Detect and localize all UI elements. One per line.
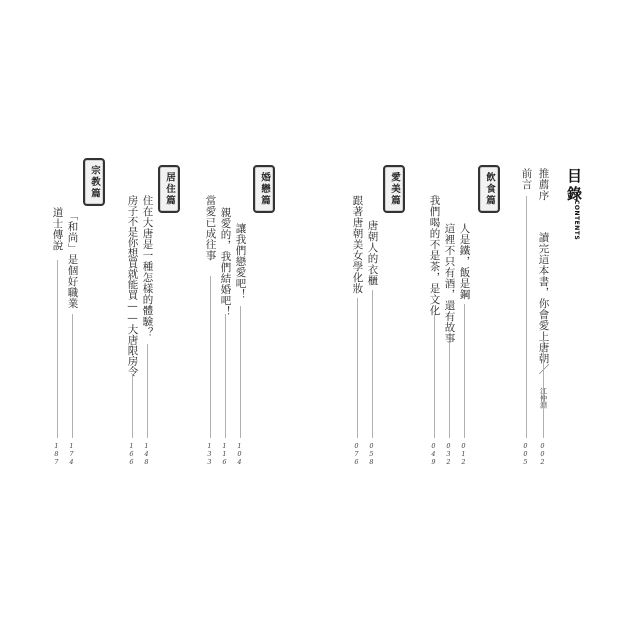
toc-entry[interactable]: 跟著唐朝美女學化妝 <box>351 195 364 294</box>
leader-line <box>434 314 435 438</box>
toc-entry[interactable]: 當愛已成往事 <box>204 195 217 261</box>
page-number: 032 <box>444 442 453 466</box>
leader-line <box>526 196 527 438</box>
page-number: 005 <box>521 442 530 466</box>
page-number: 116 <box>220 442 229 466</box>
section-badge-beauty: 愛美篇 <box>383 165 405 213</box>
toc-entry[interactable]: 房子不是你想買就能買——大唐限房令 <box>126 195 139 377</box>
toc-entry[interactable]: 我們喝的不是茶，是文化 <box>428 195 441 316</box>
section-badge-food: 飲食篇 <box>478 165 500 213</box>
leader-line <box>132 374 133 438</box>
toc-entry[interactable]: 道士傳說 <box>51 207 64 251</box>
leader-line <box>147 344 148 438</box>
page-number: 058 <box>367 442 376 466</box>
page-number: 012 <box>459 442 468 466</box>
page-number: 049 <box>429 442 438 466</box>
page-number: 174 <box>67 442 76 466</box>
toc-entry[interactable]: 親愛的，我們結婚吧！ <box>219 207 232 317</box>
entry-title: 讀完這本書，你會愛上唐朝／ <box>537 232 550 375</box>
toc-title: 目錄 <box>565 168 583 204</box>
leader-line <box>225 314 226 438</box>
page-number: 104 <box>235 442 244 466</box>
toc-entry[interactable]: 唐朝人的衣櫃 <box>366 220 379 286</box>
page-number: 166 <box>127 442 136 466</box>
leader-line <box>449 342 450 438</box>
section-badge-home: 居住篇 <box>158 165 180 213</box>
leader-line <box>210 276 211 438</box>
toc-entry[interactable]: 「和尚」是個好職業 <box>66 210 79 309</box>
toc-entry-preface[interactable]: 前言 <box>520 168 533 190</box>
page-number: 187 <box>52 442 61 466</box>
toc-title-english: CONTENTS <box>573 200 580 241</box>
toc-entry[interactable]: 讓我們戀愛吧！ <box>234 223 247 300</box>
entry-label: 推薦序 <box>537 168 550 201</box>
toc-entry[interactable]: 住在大唐是一種怎樣的體驗？ <box>141 195 154 338</box>
leader-line <box>57 260 58 438</box>
toc-entry[interactable]: 這裡不只有酒，還有故事 <box>443 223 456 344</box>
leader-line <box>240 306 241 438</box>
page-number: 002 <box>538 442 547 466</box>
page-number: 076 <box>352 442 361 466</box>
leader-line <box>543 340 544 438</box>
leader-line <box>72 314 73 438</box>
entry-author: 江仲淵 <box>539 387 548 409</box>
section-badge-love: 婚戀篇 <box>253 165 275 213</box>
leader-line <box>464 304 465 438</box>
page-number: 148 <box>142 442 151 466</box>
page-number: 133 <box>205 442 214 466</box>
leader-line <box>357 298 358 438</box>
section-badge-faith: 宗教篇 <box>83 158 105 206</box>
toc-entry[interactable]: 人是鐵，飯是鋼 <box>458 223 471 300</box>
leader-line <box>372 290 373 438</box>
